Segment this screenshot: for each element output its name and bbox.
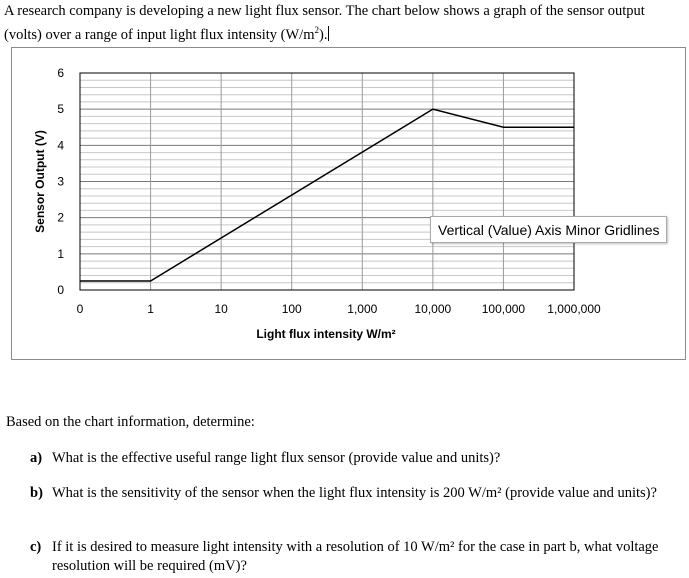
- series-line[interactable]: [80, 109, 574, 281]
- intro-superscript: 2: [314, 25, 319, 35]
- x-tick-label: 1,000: [347, 302, 378, 316]
- question-b: [30, 484, 680, 503]
- instructions-text: Based on the chart information, determine:: [6, 414, 255, 430]
- x-tick-label: 100,000: [481, 302, 526, 316]
- y-tick-label: 1: [57, 246, 64, 261]
- x-tick-label: 1,000,000: [547, 302, 601, 316]
- y-tick-label: 3: [57, 174, 64, 189]
- text-cursor: [328, 26, 329, 41]
- gridlines-tooltip: Vertical (Value) Axis Minor Gridlines: [430, 216, 667, 243]
- y-tick-label: 2: [57, 210, 64, 225]
- question-a: [30, 449, 680, 468]
- x-tick-label: 10,000: [414, 302, 452, 316]
- x-tick-label: 1: [147, 302, 154, 316]
- y-axis-title[interactable]: Sensor Output (V): [33, 130, 47, 233]
- question-b-text: What is the sensitivity of the sensor when the light flux intensity is 200 W/m² (provide value and units)?: [52, 485, 657, 501]
- y-tick-label: 4: [57, 138, 64, 153]
- question-c-label: c): [30, 539, 42, 555]
- x-tick-label: 0: [76, 302, 84, 316]
- intro-text: A research company is developing a new light flux sensor. The chart below shows a graph of the sensor output (volts) over a range of input light flux intensity (W/m: [4, 3, 645, 43]
- x-axis-title[interactable]: Light flux intensity W/m²: [256, 327, 396, 341]
- y-axis-tick-labels: [57, 66, 64, 297]
- x-axis-tick-labels: [77, 302, 601, 316]
- question-a-label: a): [30, 450, 43, 466]
- sensor-output-chart[interactable]: [12, 48, 687, 361]
- question-c-text: If it is desired to measure light intensity with a resolution of 10 W/m² for the case in part b, what voltage resolution will be required (mV)?: [52, 539, 659, 574]
- x-tick-label: 10: [214, 302, 228, 316]
- question-b-label: b): [30, 485, 43, 501]
- horizontal-gridlines[interactable]: [80, 73, 574, 290]
- question-c: [30, 538, 680, 576]
- intro-text-end: ).: [318, 26, 328, 43]
- chart-area[interactable]: [11, 47, 686, 360]
- y-tick-label: 6: [57, 66, 64, 80]
- x-tick-label: 100: [281, 302, 302, 316]
- problem-intro: [4, 2, 684, 45]
- y-tick-label: 0: [57, 283, 64, 297]
- question-a-text: What is the effective useful range light flux sensor (provide value and units)?: [52, 450, 501, 466]
- y-tick-label: 5: [57, 102, 64, 117]
